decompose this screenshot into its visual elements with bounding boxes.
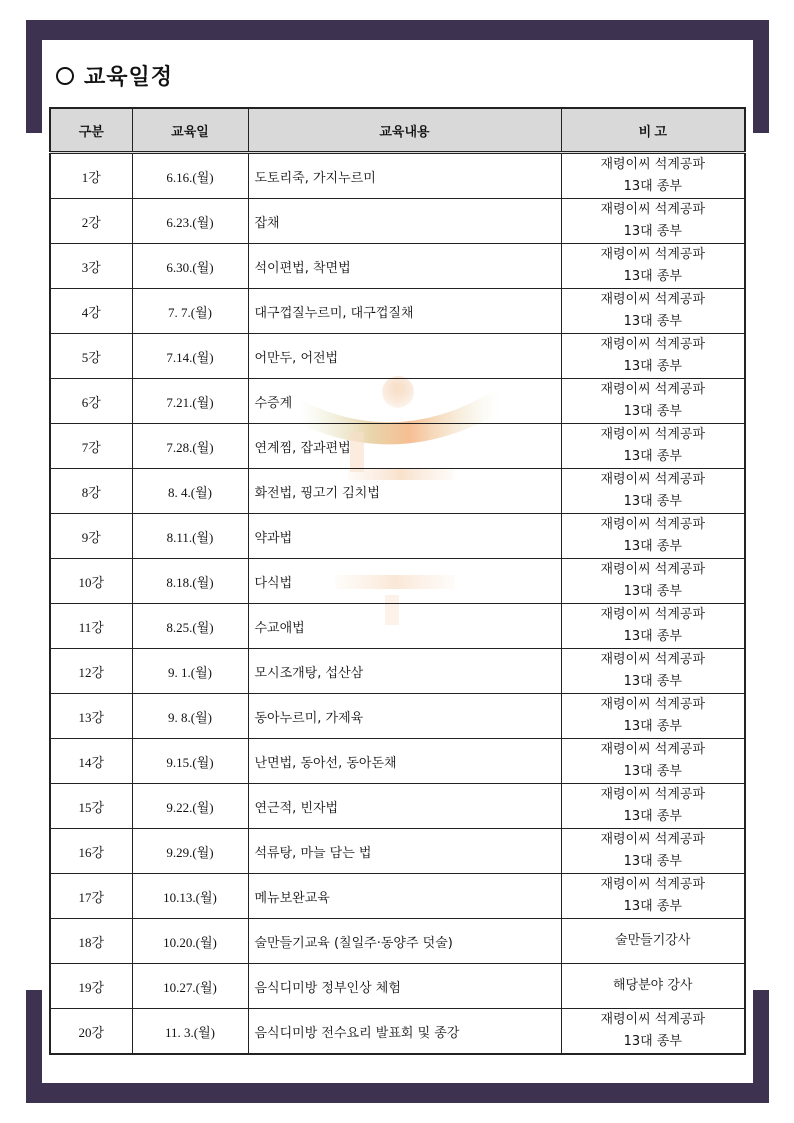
cell-note-line1: 재령이씨 석계공파 [600,832,706,847]
cell-no: 16강 [50,829,132,874]
cell-date: 8.18.(월) [132,559,248,604]
cell-note [561,829,745,874]
cell-date: 8. 4.(월) [132,469,248,514]
cell-no: 1강 [50,153,132,199]
cell-note-line2: 13대 종부 [623,269,682,284]
cell-content: 대구껍질누르미, 대구껍질채 [248,289,561,334]
cell-content: 수교애법 [248,604,561,649]
cell-note [561,334,745,379]
cell-no: 9강 [50,514,132,559]
cell-note-line1: 재령이씨 석계공파 [600,1012,706,1027]
cell-note [561,874,745,919]
cell-note [561,784,745,829]
header-content: 교육내용 [248,108,561,153]
cell-note [561,919,745,964]
section-title-text: 교육일정 [84,65,174,90]
cell-note-line2: 13대 종부 [623,764,682,779]
header-date: 교육일 [132,108,248,153]
cell-note-line1: 재령이씨 석계공파 [600,472,706,487]
table-row [50,964,745,1009]
cell-note [561,289,745,334]
cell-content: 연계찜, 잡과편법 [248,424,561,469]
cell-note-line1: 재령이씨 석계공파 [600,877,706,892]
cell-note-line1: 재령이씨 석계공파 [600,157,706,172]
cell-note-line2: 13대 종부 [623,449,682,464]
cell-note [561,424,745,469]
cell-content: 음식디미방 전수요리 발표회 및 종강 [248,1009,561,1055]
cell-no: 20강 [50,1009,132,1055]
cell-note-line1: 재령이씨 석계공파 [600,517,706,532]
cell-note-line1: 해당분야 강사 [613,978,693,993]
cell-no: 11강 [50,604,132,649]
table-row [50,424,745,469]
table-row [50,334,745,379]
cell-note-line2: 13대 종부 [623,854,682,869]
cell-no: 6강 [50,379,132,424]
cell-date: 7.21.(월) [132,379,248,424]
cell-date: 10.20.(월) [132,919,248,964]
cell-no: 14강 [50,739,132,784]
frame-left-top-bar [26,20,42,133]
table-body [50,153,745,1055]
cell-content: 동아누르미, 가제육 [248,694,561,739]
table-row [50,199,745,244]
cell-note [561,153,745,199]
table-row [50,289,745,334]
cell-content: 음식디미방 정부인상 체험 [248,964,561,1009]
cell-note-line1: 재령이씨 석계공파 [600,562,706,577]
cell-note-line2: 13대 종부 [623,404,682,419]
cell-note-line2: 13대 종부 [623,719,682,734]
cell-date: 6.30.(월) [132,244,248,289]
cell-date: 7. 7.(월) [132,289,248,334]
cell-note [561,649,745,694]
table-row [50,469,745,514]
cell-note-line1: 재령이씨 석계공파 [600,742,706,757]
cell-content: 난면법, 동아선, 동아돈채 [248,739,561,784]
header-note: 비 고 [561,108,745,153]
cell-note-line2: 13대 종부 [623,809,682,824]
cell-date: 10.13.(월) [132,874,248,919]
table-row [50,694,745,739]
cell-note [561,964,745,1009]
cell-no: 2강 [50,199,132,244]
frame-left-bottom-bar [26,990,42,1103]
circle-bullet-icon [56,67,74,85]
cell-no: 19강 [50,964,132,1009]
cell-note-line1: 재령이씨 석계공파 [600,292,706,307]
cell-date: 6.23.(월) [132,199,248,244]
cell-note-line1: 재령이씨 석계공파 [600,652,706,667]
section-title [56,60,173,91]
cell-content: 수증계 [248,379,561,424]
cell-date: 9.29.(월) [132,829,248,874]
table-row [50,1009,745,1055]
cell-note [561,514,745,559]
cell-date: 6.16.(월) [132,153,248,199]
cell-note-line2: 13대 종부 [623,1034,682,1049]
cell-note-line1: 재령이씨 석계공파 [600,247,706,262]
cell-note [561,1009,745,1055]
cell-note [561,244,745,289]
cell-note-line1: 재령이씨 석계공파 [600,382,706,397]
cell-note-line2: 13대 종부 [623,494,682,509]
cell-content: 잡채 [248,199,561,244]
frame-bottom-bar [26,1083,769,1103]
cell-content: 다식법 [248,559,561,604]
cell-note [561,739,745,784]
table-row [50,829,745,874]
cell-note [561,199,745,244]
cell-note-line2: 13대 종부 [623,314,682,329]
table-row [50,559,745,604]
cell-content: 석이편법, 착면법 [248,244,561,289]
cell-date: 11. 3.(월) [132,1009,248,1055]
cell-content: 도토리죽, 가지누르미 [248,153,561,199]
cell-note [561,379,745,424]
cell-date: 10.27.(월) [132,964,248,1009]
cell-date: 7.14.(월) [132,334,248,379]
cell-content: 약과법 [248,514,561,559]
cell-date: 9. 1.(월) [132,649,248,694]
cell-no: 17강 [50,874,132,919]
frame-right-top-bar [753,20,769,133]
table-row [50,153,745,199]
cell-note-line1: 술만들기강사 [615,933,691,948]
cell-content: 화전법, 꿩고기 김치법 [248,469,561,514]
table-row [50,919,745,964]
table-row [50,739,745,784]
cell-note-line2: 13대 종부 [623,584,682,599]
cell-note-line1: 재령이씨 석계공파 [600,607,706,622]
cell-note-line2: 13대 종부 [623,899,682,914]
cell-note-line2: 13대 종부 [623,539,682,554]
cell-date: 9. 8.(월) [132,694,248,739]
cell-content: 연근적, 빈자법 [248,784,561,829]
table-row [50,784,745,829]
cell-date: 8.25.(월) [132,604,248,649]
cell-note-line1: 재령이씨 석계공파 [600,427,706,442]
header-no: 구분 [50,108,132,153]
cell-content: 술만들기교육 (칠일주·동양주 덧술) [248,919,561,964]
cell-no: 5강 [50,334,132,379]
cell-no: 10강 [50,559,132,604]
cell-note-line2: 13대 종부 [623,629,682,644]
table-row [50,649,745,694]
cell-no: 12강 [50,649,132,694]
table-row [50,379,745,424]
cell-note [561,694,745,739]
cell-no: 15강 [50,784,132,829]
cell-date: 9.22.(월) [132,784,248,829]
cell-note-line2: 13대 종부 [623,224,682,239]
cell-no: 8강 [50,469,132,514]
cell-note-line1: 재령이씨 석계공파 [600,337,706,352]
cell-content: 어만두, 어전법 [248,334,561,379]
table-row [50,604,745,649]
cell-no: 13강 [50,694,132,739]
cell-note-line2: 13대 종부 [623,179,682,194]
cell-note-line1: 재령이씨 석계공파 [600,787,706,802]
cell-note [561,559,745,604]
cell-note-line2: 13대 종부 [623,359,682,374]
cell-no: 3강 [50,244,132,289]
cell-content: 석류탕, 마늘 담는 법 [248,829,561,874]
cell-no: 7강 [50,424,132,469]
cell-note-line1: 재령이씨 석계공파 [600,202,706,217]
cell-note-line1: 재령이씨 석계공파 [600,697,706,712]
cell-content: 모시조개탕, 섭산삼 [248,649,561,694]
cell-no: 18강 [50,919,132,964]
cell-date: 9.15.(월) [132,739,248,784]
table-row [50,514,745,559]
frame-right-bottom-bar [753,990,769,1103]
cell-content: 메뉴보완교육 [248,874,561,919]
cell-note [561,604,745,649]
frame-top-bar [26,20,769,40]
cell-note-line2: 13대 종부 [623,674,682,689]
cell-date: 8.11.(월) [132,514,248,559]
schedule-table [49,107,746,1055]
table-header-row [50,108,745,153]
cell-date: 7.28.(월) [132,424,248,469]
table-row [50,244,745,289]
cell-note [561,469,745,514]
table-row [50,874,745,919]
cell-no: 4강 [50,289,132,334]
